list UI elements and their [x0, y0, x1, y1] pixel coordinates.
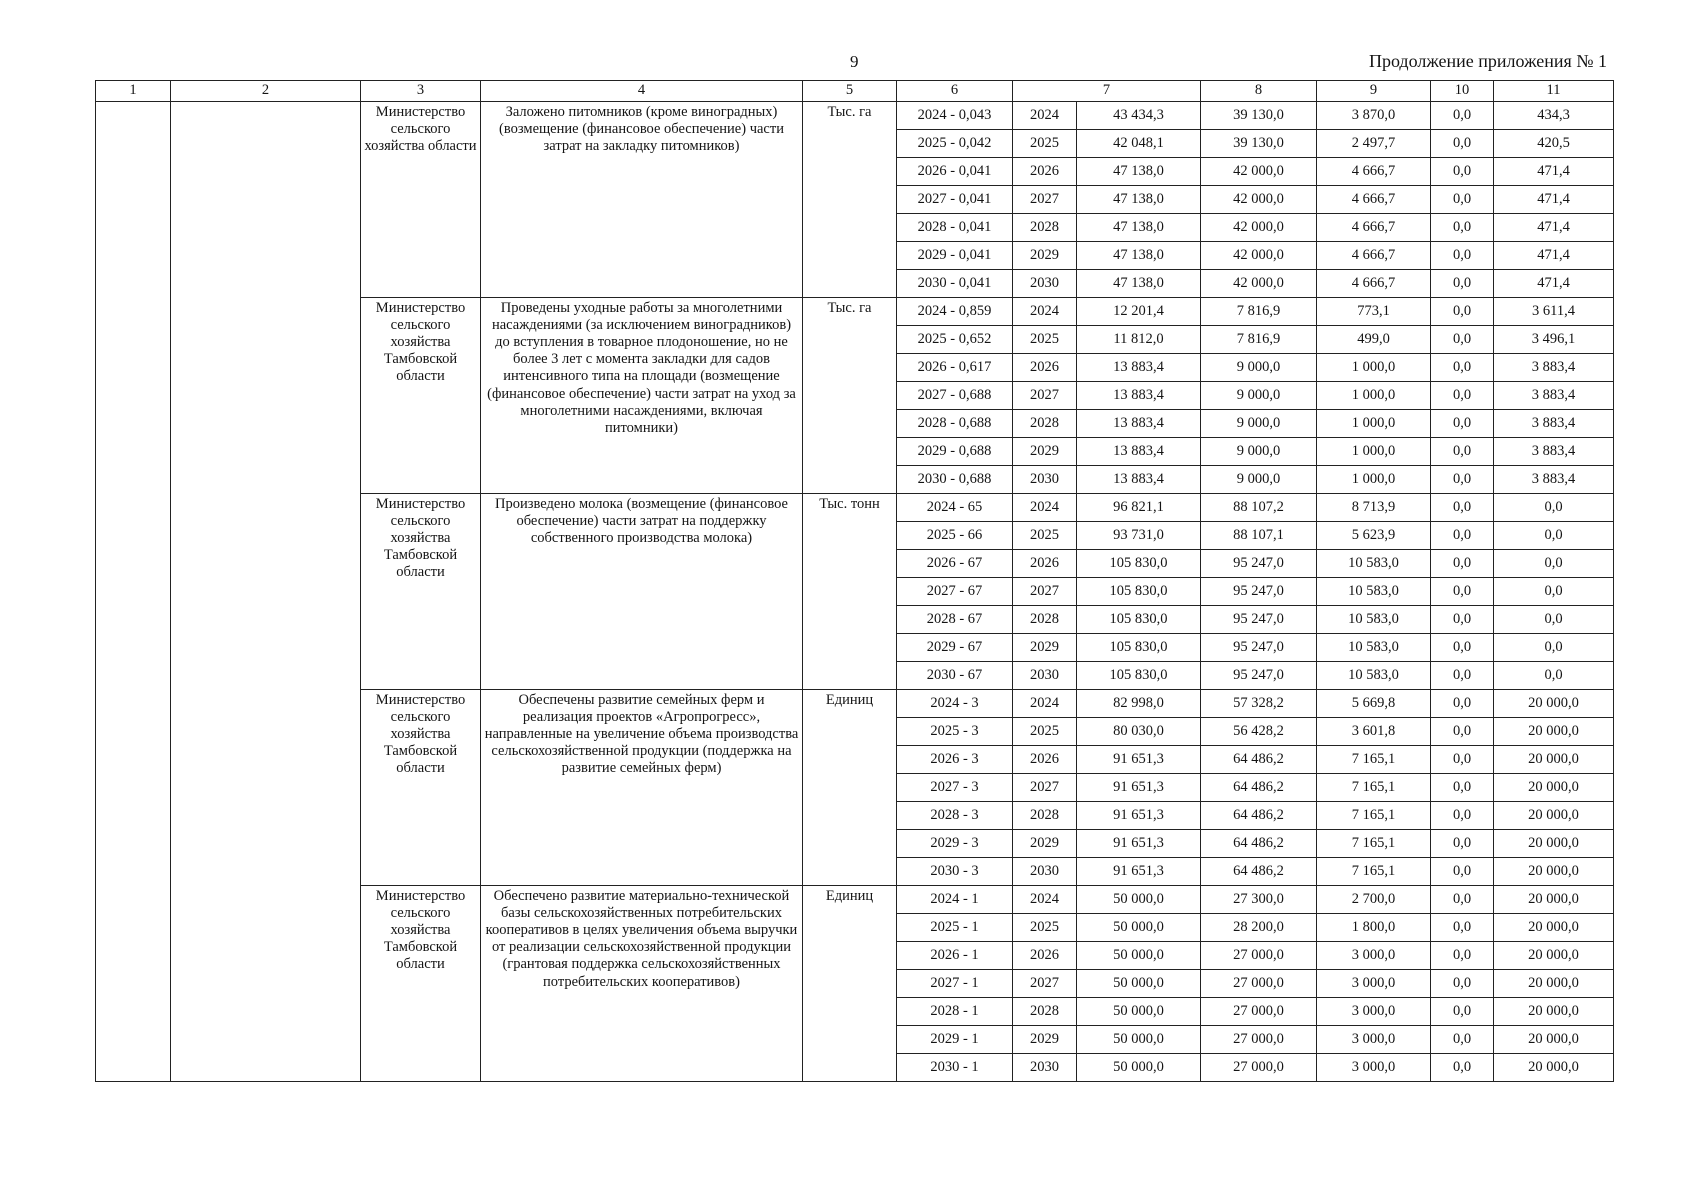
regional-cell: 5 623,9	[1317, 522, 1431, 550]
column-header: 8	[1201, 81, 1317, 102]
year-cell: 2029	[1013, 1026, 1077, 1054]
target-value-cell: 2029 - 1	[897, 1026, 1013, 1054]
local-cell: 0,0	[1431, 858, 1494, 886]
year-cell: 2024	[1013, 886, 1077, 914]
federal-cell: 42 000,0	[1201, 270, 1317, 298]
total-cell: 105 830,0	[1077, 662, 1201, 690]
column-header: 2	[171, 81, 361, 102]
local-cell: 0,0	[1431, 242, 1494, 270]
target-value-cell: 2029 - 3	[897, 830, 1013, 858]
local-cell: 0,0	[1431, 634, 1494, 662]
regional-cell: 1 000,0	[1317, 354, 1431, 382]
total-cell: 12 201,4	[1077, 298, 1201, 326]
federal-cell: 9 000,0	[1201, 354, 1317, 382]
federal-cell: 64 486,2	[1201, 802, 1317, 830]
regional-cell: 10 583,0	[1317, 550, 1431, 578]
extrabudget-cell: 471,4	[1494, 158, 1614, 186]
total-cell: 50 000,0	[1077, 970, 1201, 998]
year-cell: 2027	[1013, 186, 1077, 214]
unit-cell: Единиц	[803, 690, 897, 886]
regional-cell: 5 669,8	[1317, 690, 1431, 718]
table-row	[96, 102, 1614, 130]
target-value-cell: 2030 - 3	[897, 858, 1013, 886]
regional-cell: 499,0	[1317, 326, 1431, 354]
regional-cell: 4 666,7	[1317, 242, 1431, 270]
federal-cell: 9 000,0	[1201, 466, 1317, 494]
target-value-cell: 2024 - 65	[897, 494, 1013, 522]
regional-cell: 1 000,0	[1317, 382, 1431, 410]
extrabudget-cell: 3 883,4	[1494, 382, 1614, 410]
total-cell: 91 651,3	[1077, 802, 1201, 830]
federal-cell: 27 000,0	[1201, 970, 1317, 998]
federal-cell: 42 000,0	[1201, 186, 1317, 214]
column-2-cell	[171, 102, 361, 1082]
extrabudget-cell: 20 000,0	[1494, 690, 1614, 718]
year-cell: 2030	[1013, 858, 1077, 886]
local-cell: 0,0	[1431, 802, 1494, 830]
year-cell: 2029	[1013, 242, 1077, 270]
extrabudget-cell: 0,0	[1494, 606, 1614, 634]
total-cell: 47 138,0	[1077, 214, 1201, 242]
ministry-cell: Министерство сельского хозяйства Тамбовской области	[361, 886, 481, 1082]
local-cell: 0,0	[1431, 522, 1494, 550]
regional-cell: 4 666,7	[1317, 270, 1431, 298]
regional-cell: 4 666,7	[1317, 186, 1431, 214]
federal-cell: 7 816,9	[1201, 326, 1317, 354]
extrabudget-cell: 420,5	[1494, 130, 1614, 158]
year-cell: 2028	[1013, 214, 1077, 242]
target-value-cell: 2029 - 0,688	[897, 438, 1013, 466]
total-cell: 50 000,0	[1077, 998, 1201, 1026]
regional-cell: 3 000,0	[1317, 942, 1431, 970]
regional-cell: 10 583,0	[1317, 578, 1431, 606]
regional-cell: 773,1	[1317, 298, 1431, 326]
target-value-cell: 2027 - 0,688	[897, 382, 1013, 410]
year-cell: 2025	[1013, 130, 1077, 158]
local-cell: 0,0	[1431, 354, 1494, 382]
local-cell: 0,0	[1431, 466, 1494, 494]
year-cell: 2030	[1013, 1054, 1077, 1082]
total-cell: 105 830,0	[1077, 578, 1201, 606]
year-cell: 2030	[1013, 662, 1077, 690]
year-cell: 2027	[1013, 774, 1077, 802]
total-cell: 47 138,0	[1077, 270, 1201, 298]
ministry-cell: Министерство сельского хозяйства Тамбовской области	[361, 690, 481, 886]
unit-cell: Тыс. га	[803, 298, 897, 494]
extrabudget-cell: 20 000,0	[1494, 718, 1614, 746]
target-value-cell: 2027 - 67	[897, 578, 1013, 606]
target-value-cell: 2026 - 0,041	[897, 158, 1013, 186]
column-header: 10	[1431, 81, 1494, 102]
extrabudget-cell: 3 883,4	[1494, 410, 1614, 438]
target-value-cell: 2026 - 1	[897, 942, 1013, 970]
extrabudget-cell: 0,0	[1494, 550, 1614, 578]
year-cell: 2025	[1013, 326, 1077, 354]
year-cell: 2026	[1013, 354, 1077, 382]
regional-cell: 3 000,0	[1317, 998, 1431, 1026]
local-cell: 0,0	[1431, 578, 1494, 606]
local-cell: 0,0	[1431, 270, 1494, 298]
target-value-cell: 2026 - 3	[897, 746, 1013, 774]
total-cell: 82 998,0	[1077, 690, 1201, 718]
year-cell: 2024	[1013, 102, 1077, 130]
regional-cell: 2 700,0	[1317, 886, 1431, 914]
regional-cell: 1 000,0	[1317, 410, 1431, 438]
target-value-cell: 2027 - 3	[897, 774, 1013, 802]
page-number: 9	[850, 52, 859, 71]
local-cell: 0,0	[1431, 382, 1494, 410]
extrabudget-cell: 20 000,0	[1494, 886, 1614, 914]
column-header: 1	[96, 81, 171, 102]
column-header: 5	[803, 81, 897, 102]
total-cell: 50 000,0	[1077, 886, 1201, 914]
extrabudget-cell: 3 883,4	[1494, 438, 1614, 466]
local-cell: 0,0	[1431, 494, 1494, 522]
extrabudget-cell: 0,0	[1494, 578, 1614, 606]
year-cell: 2030	[1013, 466, 1077, 494]
year-cell: 2029	[1013, 438, 1077, 466]
target-value-cell: 2030 - 67	[897, 662, 1013, 690]
target-value-cell: 2027 - 1	[897, 970, 1013, 998]
extrabudget-cell: 20 000,0	[1494, 998, 1614, 1026]
federal-cell: 88 107,2	[1201, 494, 1317, 522]
regional-cell: 10 583,0	[1317, 606, 1431, 634]
description-cell: Обеспечено развитие материально-технической базы сельскохозяйственных потребительских кооперативов в целях увеличения объема выручки от реализации сельскохозяйственной продукции (грантовая поддержка сельскохозяйственных потребительских кооперативов)	[481, 886, 803, 1082]
year-cell: 2025	[1013, 718, 1077, 746]
regional-cell: 3 000,0	[1317, 1026, 1431, 1054]
regional-cell: 10 583,0	[1317, 634, 1431, 662]
local-cell: 0,0	[1431, 298, 1494, 326]
regional-cell: 3 870,0	[1317, 102, 1431, 130]
year-cell: 2030	[1013, 270, 1077, 298]
federal-cell: 27 000,0	[1201, 1026, 1317, 1054]
federal-cell: 9 000,0	[1201, 438, 1317, 466]
unit-cell: Тыс. га	[803, 102, 897, 298]
local-cell: 0,0	[1431, 830, 1494, 858]
total-cell: 13 883,4	[1077, 466, 1201, 494]
target-value-cell: 2025 - 0,652	[897, 326, 1013, 354]
year-cell: 2027	[1013, 970, 1077, 998]
local-cell: 0,0	[1431, 1026, 1494, 1054]
total-cell: 50 000,0	[1077, 914, 1201, 942]
federal-cell: 95 247,0	[1201, 578, 1317, 606]
target-value-cell: 2026 - 0,617	[897, 354, 1013, 382]
total-cell: 105 830,0	[1077, 634, 1201, 662]
ministry-cell: Министерство сельского хозяйства Тамбовской области	[361, 494, 481, 690]
year-cell: 2029	[1013, 830, 1077, 858]
year-cell: 2024	[1013, 494, 1077, 522]
local-cell: 0,0	[1431, 550, 1494, 578]
federal-cell: 42 000,0	[1201, 242, 1317, 270]
federal-cell: 7 816,9	[1201, 298, 1317, 326]
local-cell: 0,0	[1431, 326, 1494, 354]
local-cell: 0,0	[1431, 410, 1494, 438]
year-cell: 2027	[1013, 578, 1077, 606]
federal-cell: 9 000,0	[1201, 382, 1317, 410]
column-header: 4	[481, 81, 803, 102]
regional-cell: 4 666,7	[1317, 214, 1431, 242]
regional-cell: 7 165,1	[1317, 746, 1431, 774]
regional-cell: 7 165,1	[1317, 802, 1431, 830]
federal-cell: 64 486,2	[1201, 774, 1317, 802]
total-cell: 43 434,3	[1077, 102, 1201, 130]
regional-cell: 7 165,1	[1317, 830, 1431, 858]
regional-cell: 10 583,0	[1317, 662, 1431, 690]
target-value-cell: 2025 - 3	[897, 718, 1013, 746]
year-cell: 2026	[1013, 746, 1077, 774]
extrabudget-cell: 20 000,0	[1494, 830, 1614, 858]
local-cell: 0,0	[1431, 914, 1494, 942]
total-cell: 91 651,3	[1077, 858, 1201, 886]
federal-cell: 88 107,1	[1201, 522, 1317, 550]
local-cell: 0,0	[1431, 186, 1494, 214]
extrabudget-cell: 20 000,0	[1494, 970, 1614, 998]
extrabudget-cell: 20 000,0	[1494, 1054, 1614, 1082]
target-value-cell: 2024 - 1	[897, 886, 1013, 914]
target-value-cell: 2025 - 0,042	[897, 130, 1013, 158]
federal-cell: 64 486,2	[1201, 858, 1317, 886]
extrabudget-cell: 3 883,4	[1494, 354, 1614, 382]
extrabudget-cell: 0,0	[1494, 522, 1614, 550]
program-table	[95, 80, 1614, 1082]
target-value-cell: 2025 - 1	[897, 914, 1013, 942]
federal-cell: 56 428,2	[1201, 718, 1317, 746]
extrabudget-cell: 471,4	[1494, 242, 1614, 270]
target-value-cell: 2026 - 67	[897, 550, 1013, 578]
target-value-cell: 2025 - 66	[897, 522, 1013, 550]
extrabudget-cell: 20 000,0	[1494, 942, 1614, 970]
local-cell: 0,0	[1431, 746, 1494, 774]
extrabudget-cell: 20 000,0	[1494, 914, 1614, 942]
federal-cell: 27 000,0	[1201, 1054, 1317, 1082]
total-cell: 91 651,3	[1077, 774, 1201, 802]
year-cell: 2026	[1013, 942, 1077, 970]
regional-cell: 8 713,9	[1317, 494, 1431, 522]
column-header: 9	[1317, 81, 1431, 102]
federal-cell: 64 486,2	[1201, 746, 1317, 774]
year-cell: 2025	[1013, 522, 1077, 550]
local-cell: 0,0	[1431, 774, 1494, 802]
column-header: 11	[1494, 81, 1614, 102]
description-cell: Обеспечены развитие семейных ферм и реализация проектов «Агропрогресс», направленные на увеличение объема производства сельскохозяйственной продукции (поддержка на развитие семейных ферм)	[481, 690, 803, 886]
column-header: 7	[1013, 81, 1201, 102]
total-cell: 91 651,3	[1077, 746, 1201, 774]
federal-cell: 28 200,0	[1201, 914, 1317, 942]
local-cell: 0,0	[1431, 718, 1494, 746]
total-cell: 91 651,3	[1077, 830, 1201, 858]
total-cell: 11 812,0	[1077, 326, 1201, 354]
extrabudget-cell: 0,0	[1494, 662, 1614, 690]
total-cell: 47 138,0	[1077, 186, 1201, 214]
description-cell: Произведено молока (возмещение (финансовое обеспечение) части затрат на поддержку собственного производства молока)	[481, 494, 803, 690]
ministry-cell: Министерство сельского хозяйства Тамбовской области	[361, 298, 481, 494]
regional-cell: 2 497,7	[1317, 130, 1431, 158]
target-value-cell: 2028 - 67	[897, 606, 1013, 634]
year-cell: 2029	[1013, 634, 1077, 662]
regional-cell: 7 165,1	[1317, 858, 1431, 886]
total-cell: 47 138,0	[1077, 158, 1201, 186]
target-value-cell: 2030 - 0,688	[897, 466, 1013, 494]
regional-cell: 3 000,0	[1317, 970, 1431, 998]
column-1-cell	[96, 102, 171, 1082]
year-cell: 2025	[1013, 914, 1077, 942]
local-cell: 0,0	[1431, 102, 1494, 130]
extrabudget-cell: 3 883,4	[1494, 466, 1614, 494]
local-cell: 0,0	[1431, 438, 1494, 466]
target-value-cell: 2028 - 0,041	[897, 214, 1013, 242]
federal-cell: 95 247,0	[1201, 606, 1317, 634]
total-cell: 50 000,0	[1077, 1054, 1201, 1082]
federal-cell: 95 247,0	[1201, 662, 1317, 690]
local-cell: 0,0	[1431, 970, 1494, 998]
total-cell: 93 731,0	[1077, 522, 1201, 550]
regional-cell: 1 000,0	[1317, 438, 1431, 466]
local-cell: 0,0	[1431, 690, 1494, 718]
local-cell: 0,0	[1431, 942, 1494, 970]
extrabudget-cell: 471,4	[1494, 186, 1614, 214]
extrabudget-cell: 20 000,0	[1494, 746, 1614, 774]
total-cell: 13 883,4	[1077, 382, 1201, 410]
year-cell: 2026	[1013, 158, 1077, 186]
year-cell: 2024	[1013, 690, 1077, 718]
total-cell: 50 000,0	[1077, 1026, 1201, 1054]
total-cell: 13 883,4	[1077, 410, 1201, 438]
federal-cell: 42 000,0	[1201, 158, 1317, 186]
total-cell: 42 048,1	[1077, 130, 1201, 158]
description-cell: Проведены уходные работы за многолетними насаждениями (за исключением виноградников) до вступления в товарное плодоношение, но не более 3 лет с момента закладки для садов интенсивного типа на площади (возмещение (финансовое обеспечение) части затрат на уход за многолетними насаждениями, включая питомники)	[481, 298, 803, 494]
target-value-cell: 2027 - 0,041	[897, 186, 1013, 214]
column-number-row	[96, 81, 1614, 102]
regional-cell: 3 000,0	[1317, 1054, 1431, 1082]
local-cell: 0,0	[1431, 130, 1494, 158]
extrabudget-cell: 3 496,1	[1494, 326, 1614, 354]
unit-cell: Тыс. тонн	[803, 494, 897, 690]
year-cell: 2024	[1013, 298, 1077, 326]
target-value-cell: 2029 - 67	[897, 634, 1013, 662]
extrabudget-cell: 0,0	[1494, 634, 1614, 662]
target-value-cell: 2029 - 0,041	[897, 242, 1013, 270]
year-cell: 2026	[1013, 550, 1077, 578]
federal-cell: 57 328,2	[1201, 690, 1317, 718]
year-cell: 2028	[1013, 802, 1077, 830]
total-cell: 50 000,0	[1077, 942, 1201, 970]
regional-cell: 3 601,8	[1317, 718, 1431, 746]
total-cell: 96 821,1	[1077, 494, 1201, 522]
regional-cell: 1 800,0	[1317, 914, 1431, 942]
federal-cell: 95 247,0	[1201, 550, 1317, 578]
local-cell: 0,0	[1431, 214, 1494, 242]
extrabudget-cell: 471,4	[1494, 214, 1614, 242]
total-cell: 105 830,0	[1077, 550, 1201, 578]
federal-cell: 39 130,0	[1201, 130, 1317, 158]
federal-cell: 9 000,0	[1201, 410, 1317, 438]
column-header: 6	[897, 81, 1013, 102]
federal-cell: 27 000,0	[1201, 942, 1317, 970]
local-cell: 0,0	[1431, 158, 1494, 186]
target-value-cell: 2024 - 0,043	[897, 102, 1013, 130]
target-value-cell: 2024 - 3	[897, 690, 1013, 718]
target-value-cell: 2028 - 3	[897, 802, 1013, 830]
local-cell: 0,0	[1431, 998, 1494, 1026]
target-value-cell: 2030 - 0,041	[897, 270, 1013, 298]
federal-cell: 64 486,2	[1201, 830, 1317, 858]
year-cell: 2028	[1013, 410, 1077, 438]
local-cell: 0,0	[1431, 886, 1494, 914]
extrabudget-cell: 20 000,0	[1494, 802, 1614, 830]
extrabudget-cell: 20 000,0	[1494, 858, 1614, 886]
total-cell: 47 138,0	[1077, 242, 1201, 270]
column-header: 3	[361, 81, 481, 102]
target-value-cell: 2028 - 1	[897, 998, 1013, 1026]
extrabudget-cell: 0,0	[1494, 494, 1614, 522]
federal-cell: 27 000,0	[1201, 998, 1317, 1026]
federal-cell: 39 130,0	[1201, 102, 1317, 130]
target-value-cell: 2028 - 0,688	[897, 410, 1013, 438]
federal-cell: 27 300,0	[1201, 886, 1317, 914]
federal-cell: 42 000,0	[1201, 214, 1317, 242]
ministry-cell: Министерство сельского хозяйства области	[361, 102, 481, 298]
unit-cell: Единиц	[803, 886, 897, 1082]
regional-cell: 1 000,0	[1317, 466, 1431, 494]
regional-cell: 7 165,1	[1317, 774, 1431, 802]
total-cell: 13 883,4	[1077, 438, 1201, 466]
target-value-cell: 2030 - 1	[897, 1054, 1013, 1082]
total-cell: 80 030,0	[1077, 718, 1201, 746]
federal-cell: 95 247,0	[1201, 634, 1317, 662]
total-cell: 105 830,0	[1077, 606, 1201, 634]
year-cell: 2028	[1013, 998, 1077, 1026]
total-cell: 13 883,4	[1077, 354, 1201, 382]
description-cell: Заложено питомников (кроме виноградных) (возмещение (финансовое обеспечение) части затрат на закладку питомников)	[481, 102, 803, 298]
extrabudget-cell: 20 000,0	[1494, 774, 1614, 802]
regional-cell: 4 666,7	[1317, 158, 1431, 186]
year-cell: 2027	[1013, 382, 1077, 410]
extrabudget-cell: 3 611,4	[1494, 298, 1614, 326]
local-cell: 0,0	[1431, 606, 1494, 634]
target-value-cell: 2024 - 0,859	[897, 298, 1013, 326]
continuation-label: Продолжение приложения № 1	[1368, 51, 1607, 71]
extrabudget-cell: 471,4	[1494, 270, 1614, 298]
extrabudget-cell: 20 000,0	[1494, 1026, 1614, 1054]
year-cell: 2028	[1013, 606, 1077, 634]
local-cell: 0,0	[1431, 1054, 1494, 1082]
extrabudget-cell: 434,3	[1494, 102, 1614, 130]
local-cell: 0,0	[1431, 662, 1494, 690]
